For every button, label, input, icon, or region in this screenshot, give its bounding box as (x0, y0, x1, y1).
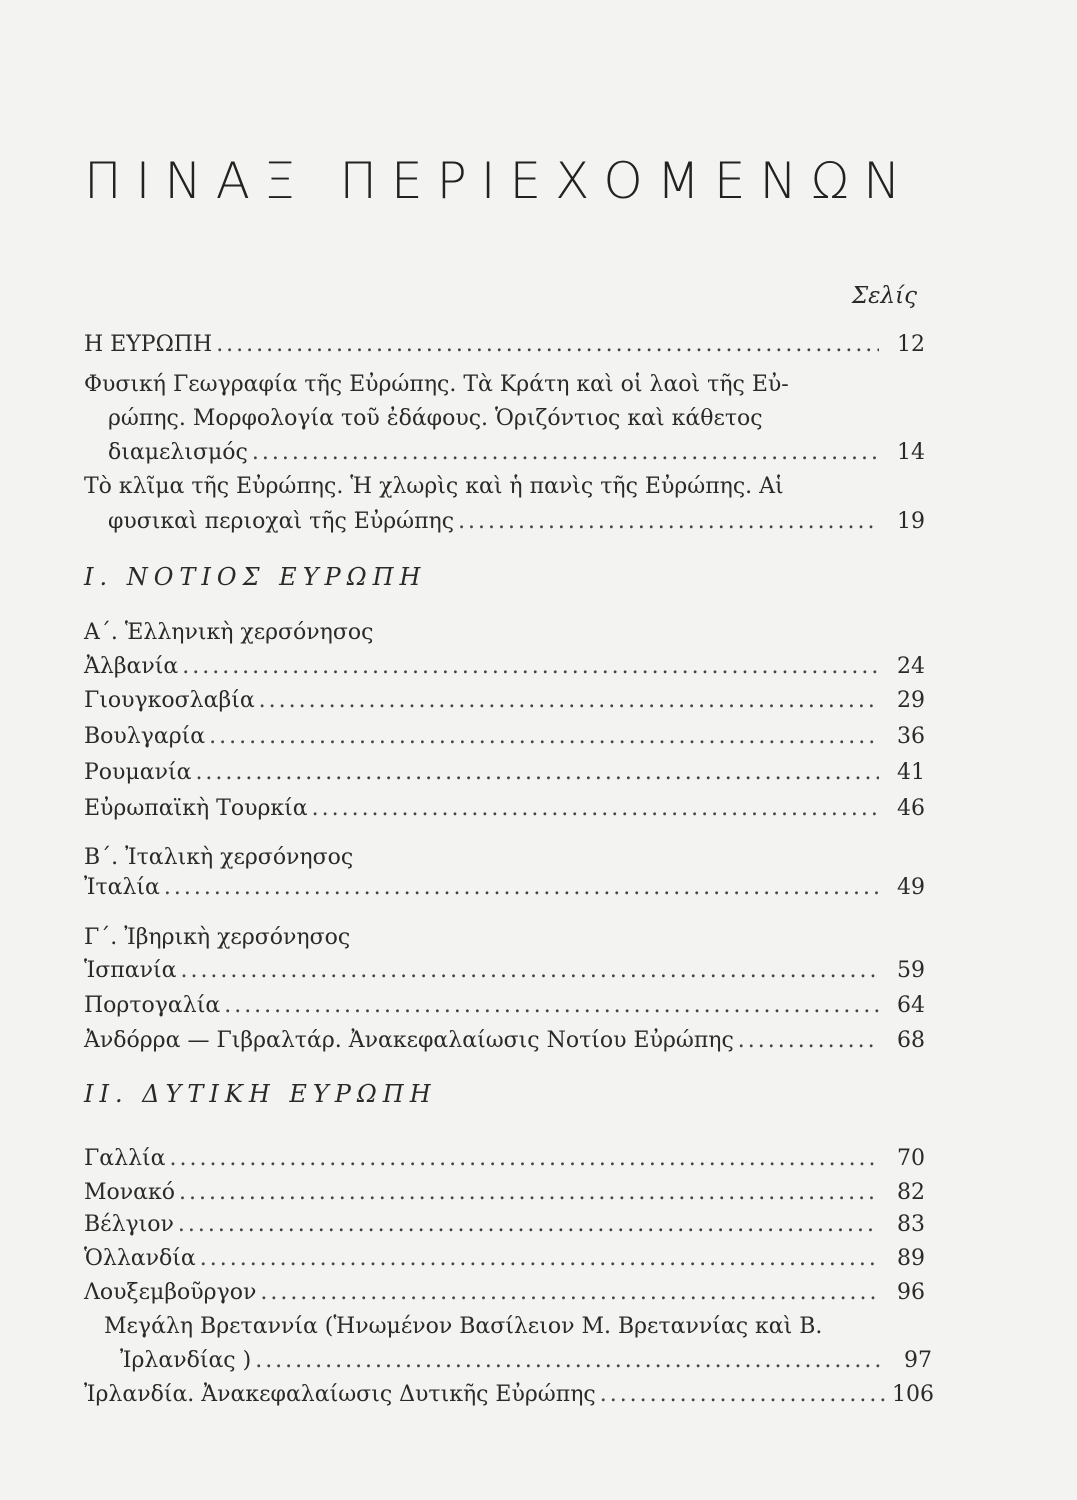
dot-leader (209, 722, 879, 752)
entry-text: ρώπης. Μορφολογία τοῦ ἐδάφους. Ὁριζόντιος καὶ κάθετος (108, 406, 763, 431)
dot-leader (195, 758, 879, 788)
dot-leader (600, 1380, 886, 1410)
entry-page: 70 (897, 1146, 925, 1171)
entry-label: Βουλγαρία (84, 724, 206, 749)
entry-page: 41 (897, 760, 925, 785)
toc-entry (84, 1026, 925, 1058)
toc-entry (84, 758, 925, 790)
subsection-title: Α΄. Ἑλληνικὴ χερσόνησος (84, 620, 374, 645)
dot-leader (170, 1144, 880, 1174)
toc-entry (84, 1210, 925, 1242)
entry-page: 36 (897, 724, 925, 749)
entry-label: Ρουμανία (84, 760, 192, 785)
entry-page: 29 (897, 688, 925, 713)
section-title: Ι. ΝΟΤΙΟΣ ΕΥΡΩΠΗ (84, 563, 427, 591)
toc-entry (84, 1144, 925, 1176)
dot-leader (738, 1026, 879, 1056)
entry-page: 106 (892, 1382, 934, 1407)
entry-label: Πορτογαλία (84, 993, 221, 1018)
entry-label: φυσικαὶ περιοχαὶ τῆς Εὐρώπης (108, 509, 455, 534)
dot-leader (179, 1178, 879, 1208)
dot-leader (312, 794, 879, 824)
dot-leader (180, 956, 879, 986)
entry-page: 19 (897, 509, 925, 534)
entry-page: 49 (897, 875, 925, 900)
entry-label: Ἀνδόρρα — Γιβραλτάρ. Ἀνακεφαλαίωσις Νοτίου Εὐρώπης (84, 1028, 734, 1053)
entry-label: Γιουγκοσλαβία (84, 688, 255, 713)
entry-text: Μεγάλη Βρεταννία (Ἡνωμένον Βασίλειον Μ. Βρεταννίας καὶ Β. (104, 1314, 823, 1339)
entry-text: Φυσική Γεωγραφία τῆς Εὐρώπης. Τὰ Κράτη καὶ οἱ λαοὶ τῆς Εὐ- (84, 372, 789, 397)
entry-label: Μονακό (84, 1180, 175, 1205)
dot-leader (224, 991, 879, 1021)
subsection-title: Γ΄. Ἰβηρικὴ χερσόνησος (84, 925, 351, 950)
entry-label: Ὁλλανδία (84, 1246, 196, 1271)
entry-label: Ἰρλανδία. Ἀνακεφαλαίωσις Δυτικῆς Εὐρώπης (84, 1382, 596, 1407)
entry-label: Ἰρλανδίας ) (120, 1348, 252, 1373)
toc-entry (84, 794, 925, 826)
page-column-label: Σελίς (851, 283, 917, 309)
entry-label: Λουξεμβοῦργον (84, 1280, 257, 1305)
subsection-title: Β΄. Ἰταλικὴ χερσόνησος (84, 845, 354, 870)
dot-leader (182, 652, 879, 682)
entry-page: 12 (897, 332, 925, 357)
section-title: ΙΙ. ΔΥΤΙΚΗ ΕΥΡΩΠΗ (84, 1080, 437, 1108)
toc-entry (84, 330, 925, 362)
toc-entry (120, 1346, 932, 1378)
toc-entry (84, 873, 925, 905)
entry-page: 14 (897, 440, 925, 465)
entry-page: 89 (897, 1246, 925, 1271)
toc-entry (84, 1278, 925, 1310)
entry-label: Ἀλβανία (84, 654, 179, 679)
page-title: ΠΙΝΑΞ ΠΕΡΙΕΧΟΜΕΝΩΝ (84, 152, 915, 210)
dot-leader (164, 873, 879, 903)
toc-entry (84, 1178, 925, 1210)
entry-page: 59 (897, 958, 925, 983)
entry-page: 64 (897, 993, 925, 1018)
dot-leader (260, 1278, 879, 1308)
dot-leader (216, 330, 879, 360)
entry-page: 83 (897, 1212, 925, 1237)
dot-leader (200, 1244, 879, 1274)
entry-label: διαμελισμός (108, 440, 248, 465)
entry-page: 82 (897, 1180, 925, 1205)
entry-text: Τὸ κλῖμα τῆς Εὐρώπης. Ἡ χλωρὶς καὶ ἡ πανὶς τῆς Εὐρώπης. Αἱ (84, 474, 784, 499)
dot-leader (252, 438, 879, 468)
entry-label: Ἱσπανία (84, 958, 177, 983)
dot-leader (255, 1346, 886, 1376)
toc-entry (84, 1380, 932, 1412)
entry-page: 96 (897, 1280, 925, 1305)
toc-entry (84, 956, 925, 988)
toc-entry (84, 722, 925, 754)
entry-label: Η ΕΥΡΩΠΗ (84, 332, 213, 357)
toc-entry (108, 438, 925, 470)
entry-label: Βέλγιον (84, 1212, 174, 1237)
toc-entry (84, 991, 925, 1023)
toc-entry (84, 1244, 925, 1276)
entry-page: 46 (897, 796, 925, 821)
entry-page: 68 (897, 1028, 925, 1053)
entry-label: Γαλλία (84, 1146, 166, 1171)
toc-entry (108, 507, 925, 539)
dot-leader (259, 686, 879, 716)
dot-leader (458, 507, 879, 537)
toc-entry (84, 652, 925, 684)
toc-entry (84, 686, 925, 718)
entry-label: Ἰταλία (84, 875, 160, 900)
dot-leader (178, 1210, 879, 1240)
entry-page: 24 (897, 654, 925, 679)
entry-page: 97 (904, 1348, 932, 1373)
entry-label: Εὐρωπαϊκὴ Τουρκία (84, 796, 308, 821)
